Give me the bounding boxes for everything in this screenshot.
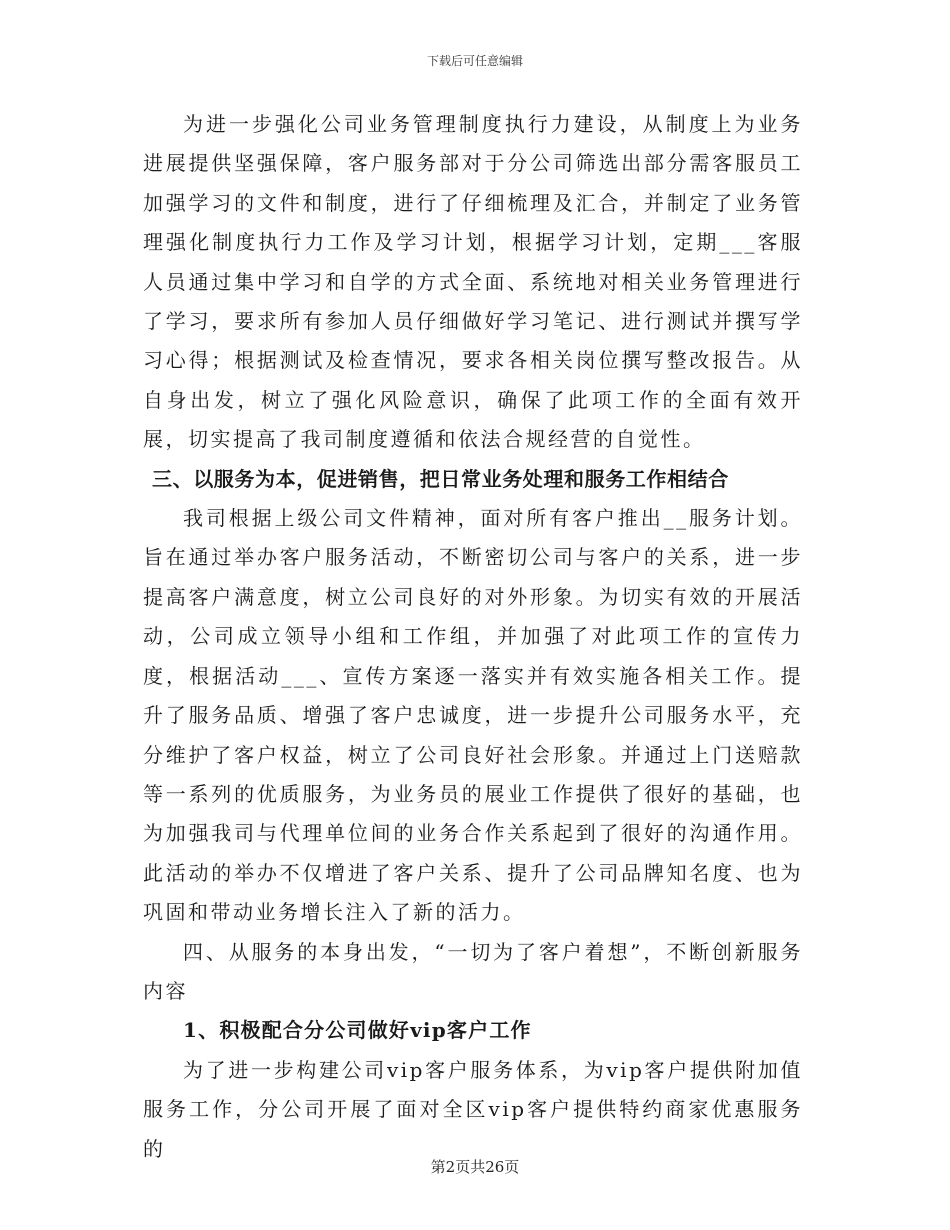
paragraph-service-plan: 我司根据上级公司文件精神，面对所有客户推出__服务计划。旨在通过举办客户服务活动，不断密切公司与客户的关系，进一步提高客户满意度，树立公司良好的对外形象。为切实有效的开展活动，公司成立领导小组和工作组，并加强了对此项工作的宣传力度，根据活动___、宣传方案逐一落实并有效实施各相关工作。提升了服务品质、增强了客户忠诚度，进一步提升公司服务水平，充分维护了客户权益，树立了公司良好社会形象。并通过上门送赔款等一系列的优质服务，为业务员的展业工作提供了很好的基础，也为加强我司与代理单位间的业务合作关系起到了很好的沟通作用。此活动的举办不仅增进了客户关系、提升了公司品牌知名度、也为巩固和带动业务增长注入了新的活力。 (143, 506, 803, 925)
paragraph-vip-service: 为了进一步构建公司vip客户服务体系，为vip客户提供附加值服务工作，分公司开展了面对全区vip客户提供特约商家优惠服务的 (143, 1057, 803, 1161)
subsection-heading-vip: 1、积极配合分公司做好vip客户工作 (183, 1018, 532, 1043)
page-number: 第2页共26页 (430, 1158, 520, 1176)
paragraph-institution-building: 为进一步强化公司业务管理制度执行力建设，从制度上为业务进展提供坚强保障，客户服务部对于分公司筛选出部分需客服员工加强学习的文件和制度，进行了仔细梳理及汇合，并制定了业务管理强化制度执行力工作及学习计划，根据学习计划，定期___客服人员通过集中学习和自学的方式全面、系统地对相关业务管理进行了学习，要求所有参加人员仔细做好学习笔记、进行测试并撰写学习心得；根据测试及检查情况，要求各相关岗位撰写整改报告。从自身出发，树立了强化风险意识，确保了此项工作的全面有效开展，切实提高了我司制度遵循和依法合规经营的自觉性。 (143, 112, 803, 452)
document-body (143, 105, 803, 1169)
section-heading-3: 三、以服务为本，促进销售，把日常业务处理和服务工作相结合 (152, 466, 729, 491)
page-header-note: 下载后可任意编辑 (426, 54, 523, 68)
section-heading-4: 四、从服务的本身出发，“一切为了客户着想”，不断创新服务内容 (143, 939, 803, 1003)
